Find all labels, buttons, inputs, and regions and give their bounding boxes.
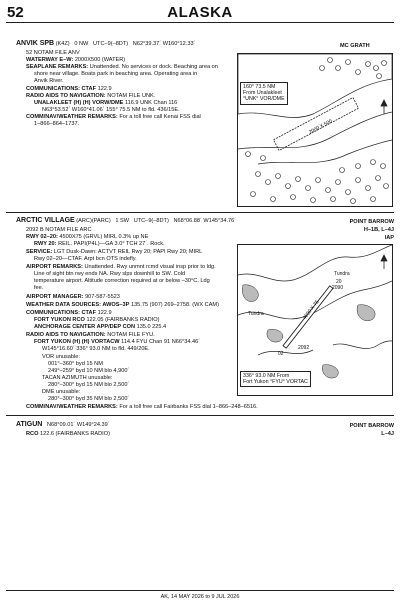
anvik-unalakleet-coords: N63°53.52´ W160°41.06´ 155° 75.5 NM to fld. 436/15E.	[42, 107, 180, 113]
arctic-coords: N68°06.88´ W145°34.76´	[173, 218, 237, 224]
arctic-header	[16, 218, 236, 225]
arctic-remarks: AIRPORT REMARKS: Unattended. Rwy unmnt rcmd visual insp prior to ldg.	[26, 264, 216, 270]
anvik-seaplane-3: Anvik River.	[34, 78, 64, 84]
anvik-seaplane: SEAPLANE REMARKS: Unattended. No services or dock. Beaching area on	[26, 64, 218, 70]
anvik-map-note: 160° 73.5 NM From Unalakleet °UNK° VOR/DME	[240, 82, 288, 105]
anvik-seaplane-2: shore near village. Boats park in beaching area. Operating area in	[34, 71, 198, 77]
atigun-rco: RCO 122.6 (FAIRBANKS RADIO)	[26, 431, 110, 437]
arctic-map-elev-top: 2090	[332, 285, 344, 291]
anvik-radio: RADIO AIDS TO NAVIGATION: NOTAM FILE UNK.	[26, 93, 156, 99]
anvik-map-waterway: 2000 X 500	[307, 118, 334, 136]
arctic-rco: FORT YUKON RCO 122.05 (FAIRBANKS RADIO)	[34, 317, 160, 323]
anvik-airport-diagram	[237, 53, 393, 207]
page-number: 52	[7, 4, 24, 21]
arctic-weather: WEATHER DATA SOURCES: AWOS–3P 135.75 (907) 269–2758. (WX CAM)	[26, 302, 219, 308]
arctic-service-2: Rwy 02–20—CTAF. Arpt bcn OTS indefly.	[34, 256, 137, 262]
arctic-dme1: 280°–300° byd 35 NM blo 2,500´	[48, 396, 130, 402]
page-footer: AK, 14 MAY 2026 to 9 JUL 2026	[160, 594, 240, 600]
atigun-coords: N68°09.01´ W149°24.39´	[46, 422, 110, 428]
header-rule	[6, 22, 394, 23]
arctic-rwy20: RWY 20: REIL. PAPI(P4L)—GA 3.0° TCH 27´. Rock.	[34, 241, 165, 247]
arctic-iap: IAP	[384, 235, 394, 241]
arctic-remarks-2: Line of sight btn rwy ends NA. Rwy slps downhill to SW. Cold	[34, 271, 186, 277]
arctic-hchart: H–1B, L–4J	[363, 227, 394, 233]
arctic-utc: UTC–9(–8DT)	[133, 218, 169, 224]
arctic-vortac: FORT YUKON (H) (H) VORTACW 114.4 FYU Chan 91 N66°34.46´	[34, 339, 201, 345]
anvik-line2: 52 NOTAM FILE ANV	[26, 50, 80, 56]
arctic-rwy: RWY 02–20: 4500X75 (GRVL) MIRL 0.3% up NE	[26, 234, 149, 240]
anvik-utc: UTC–9(–8DT)	[93, 41, 129, 47]
arctic-radio: RADIO AIDS TO NAVIGATION: NOTAM FILE FYU.	[26, 332, 155, 338]
arctic-service: SERVICE: LGT Dusk-Dawn: ACTVT REIL Rwy 20; PAPI Rwy 20; MIRL	[26, 249, 203, 255]
arctic-map-rwy: 4500 X 75	[301, 299, 321, 321]
arctic-vor1: 001°–360° byd 15 NM	[48, 361, 103, 367]
atigun-chart: POINT BARROW	[349, 423, 394, 429]
anvik-comms: COMMUNICATIONS: CTAF 122.9	[26, 86, 112, 92]
arctic-comm-remarks: COMM/NAV/WEATHER REMARKS: For a toll free call Fairbanks FSS dial 1–866–248–6516.	[26, 404, 258, 410]
anvik-unalakleet: UNALAKLEET (H) (H) VORW/DME 116.9 UNK Chan 116	[34, 100, 178, 106]
footer-rule	[6, 590, 394, 591]
arctic-name: ARCTIC VILLAGE	[16, 217, 75, 224]
arctic-loc: 1 SW	[115, 218, 130, 224]
arctic-ident: (ARC)(PARC)	[76, 218, 111, 224]
anvik-chart: MC GRATH	[340, 43, 370, 49]
arctic-tacan1: 280°–300° byd 15 NM blo 2,500´	[48, 382, 130, 388]
arctic-vor2: 249°–259° byd 10 NM blo 4,900´	[48, 368, 130, 374]
arctic-dme: DME unusable:	[42, 389, 81, 395]
arctic-appdep: ANCHORAGE CENTER APP/DEP CON 135.0 225.4	[34, 324, 167, 330]
arctic-line2: 2092 B NOTAM FILE ARC	[26, 227, 92, 233]
atigun-name: ATIGUN	[16, 421, 43, 428]
page-state-title: ALASKA	[167, 4, 233, 21]
anvik-coords: N62°39.37´ W160°12.33´	[132, 41, 196, 47]
anvik-comm-remarks-2: 1–866–864–1737.	[34, 121, 80, 127]
arctic-map-elev-bot: 2092	[298, 345, 310, 351]
divider-anvik	[6, 212, 394, 213]
arctic-chart: POINT BARROW	[349, 219, 394, 225]
arctic-airport-diagram	[237, 244, 393, 396]
anvik-name: ANVIK SPB	[16, 40, 55, 47]
arctic-map-note: 336° 93.0 NM From Fort Yukon °FYU° VORTAC	[240, 371, 311, 387]
anvik-loc: 0 NW	[74, 41, 89, 47]
arctic-remarks-3: temperature airport. Altitude correction required at or below –30°C. Ldg	[34, 278, 210, 284]
arctic-remarks-4: fee.	[34, 285, 44, 291]
anvik-comm-remarks: COMM/NAV/WEATHER REMARKS: For a toll free call Kenai FSS dial	[26, 114, 201, 120]
anvik-ident: (K4Z)	[55, 41, 70, 47]
atigun-lchart: L–4J	[381, 431, 394, 437]
anvik-waterway: WATERWAY E–W: 2000X500 (WATER)	[26, 57, 126, 63]
atigun-header	[16, 422, 110, 429]
arctic-vor-unusable: VOR unusable:	[42, 354, 80, 360]
arctic-map-tundra-2: Tundra	[248, 311, 264, 317]
anvik-header	[16, 41, 195, 48]
arctic-manager: AIRPORT MANAGER: 907-587-5523	[26, 294, 120, 300]
arctic-tacan: TACAN AZIMUTH unusable:	[42, 375, 113, 381]
arctic-map-rwy-top: 20	[336, 279, 342, 285]
arctic-map-tundra-1: Tundra	[334, 271, 350, 277]
arctic-comms: COMMUNICATIONS: CTAF 122.9	[26, 310, 112, 316]
arctic-vortac-coords: W145°16.60´ 336° 93.0 NM to fld. 449/20E.	[42, 346, 150, 352]
divider-arctic	[6, 415, 394, 416]
arctic-map-rwy-bot: 02	[278, 351, 284, 357]
